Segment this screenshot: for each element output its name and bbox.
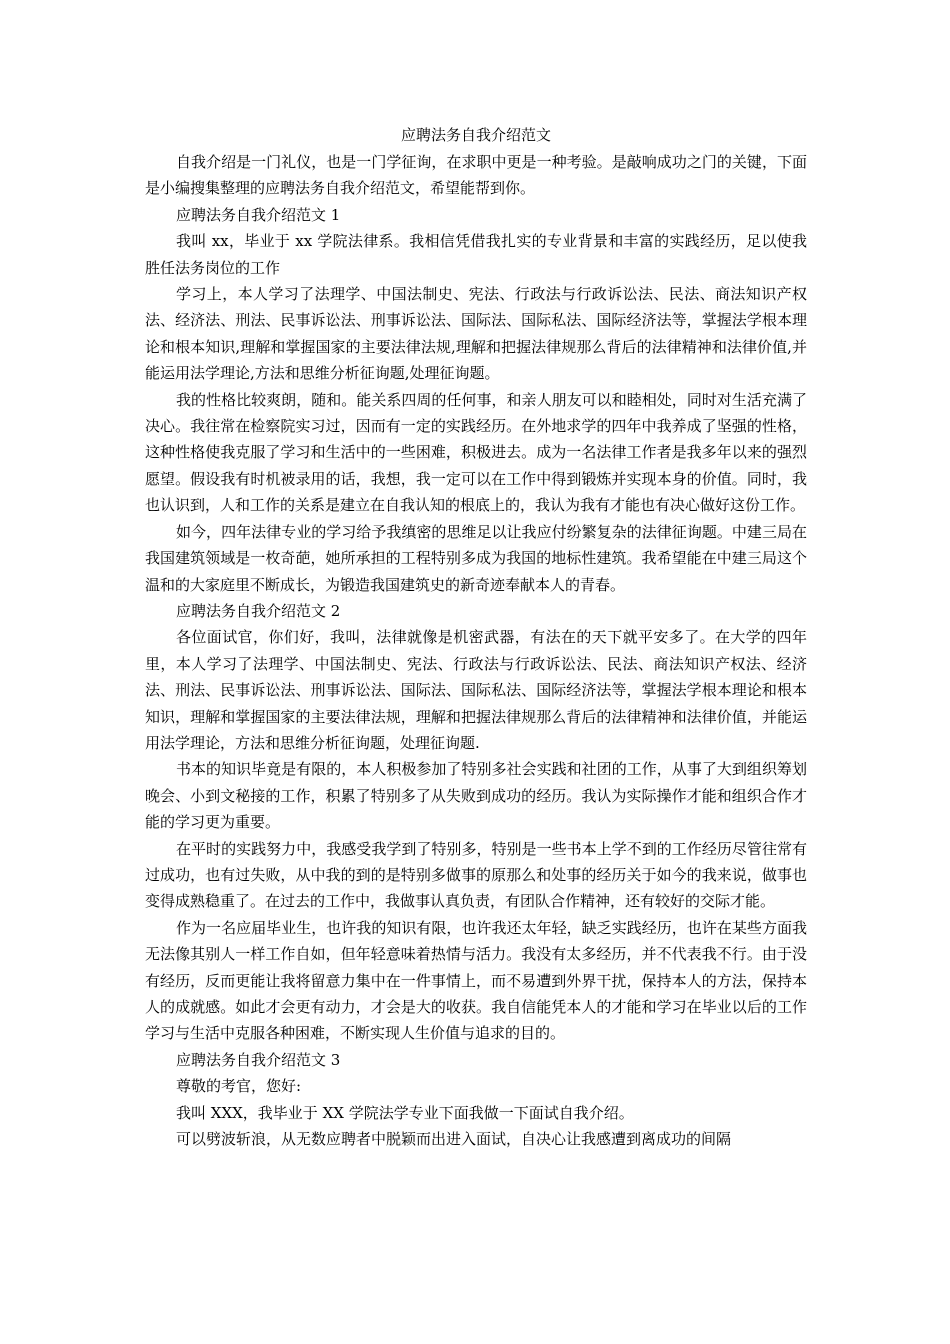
paragraph: 如今，四年法律专业的学习给予我缜密的思维足以让我应付纷繁复杂的法律征询题。中建三局在我国建筑领域是一枚奇葩，她所承担的工程特别多成为我国的地标性建筑。我希望能在中建三局这个温和的大家庭里不断成长，为锻造我国建筑史的新奇迹奉献本人的青春。 [145,522,807,594]
paragraph: 尊敬的考官，您好: [176,1077,302,1096]
paragraph: 我的性格比较爽朗，随和。能关系四周的任何事，和亲人朋友可以和睦相处，同时对生活充满了决心。我往常在检察院实习过，因而有一定的实践经历。在外地求学的四年中我养成了坚强的性格，这种性格使我克服了学习和生活中的一些困难，积极进去。成为一名法律工作者是我多年以来的强烈愿望。假设我有时机被录用的话，我想，我一定可以在工作中得到锻炼并实现本身的价值。同时，我也认识到，人和工作的关系是建立在自我认知的根底上的，我认为我有才能也有决心做好这份工作。 [145,390,807,515]
section-heading-1: 应聘法务自我介绍范文 1 [176,205,341,224]
paragraph: 我叫 XXX，我毕业于 XX 学院法学专业下面我做一下面试自我介绍。 [176,1103,634,1122]
document-title: 应聘法务自我介绍范文 [400,126,551,144]
paragraph: 我叫 xx，毕业于 xx 学院法律系。我相信凭借我扎实的专业背景和丰富的实践经历，足以使我胜任法务岗位的工作 [145,232,807,277]
paragraph: 可以劈波斩浪，从无数应聘者中脱颖而出进入面试，自决心让我感遭到离成功的间隔 [176,1130,732,1149]
paragraph: 作为一名应届毕业生，也许我的知识有限，也许我还太年轻，缺乏实践经历，也许在某些方面我无法像其别人一样工作自如，但年轻意味着热情与活力。我没有太多经历，并不代表我不行。由于没有经历，反而更能让我将留意力集中在一件事情上，而不易遭到外界干扰，保持本人的方法，保持本人的成就感。如此才会更有动力，才会是大的收获。我自信能凭本人的才能和学习在毕业以后的工作学习与生活中克服各种困难，不断实现人生价值与追求的目的。 [145,918,807,1043]
paragraph: 在平时的实践努力中，我感受我学到了特别多，特别是一些书本上学不到的工作经历尽管往常有过成功，也有过失败，从中我的到的是特别多做事的原那么和处事的经历关于如今的我来说，做事也变得成熟稳重了。在过去的工作中，我做事认真负责，有团队合作精神，还有较好的交际才能。 [145,839,807,911]
paragraph: 学习上，本人学习了法理学、中国法制史、宪法、行政法与行政诉讼法、民法、商法知识产权法、经济法、刑法、民事诉讼法、刑事诉讼法、国际法、国际私法、国际经济法等，掌握法学根本理论和根本知识,理解和掌握国家的主要法律法规,理解和把握法律规那么背后的法律精神和法律价值,并能运用法学理论,方法和思维分析征询题,处理征询题。 [145,285,807,383]
paragraph: 书本的知识毕竟是有限的，本人积极参加了特别多社会实践和社团的工作，从事了大到组织筹划晚会、小到文秘接的工作，积累了特别多了从失败到成功的经历。我认为实际操作才能和组织合作才能的学习更为重要。 [145,760,807,832]
document-page [145,122,807,1152]
section-heading-2: 应聘法务自我介绍范文 2 [176,601,341,620]
section-heading-3: 应聘法务自我介绍范文 3 [176,1050,341,1069]
paragraph: 各位面试官，你们好，我叫，法律就像是机密武器，有法在的天下就平安多了。在大学的四年里，本人学习了法理学、中国法制史、宪法、行政法与行政诉讼法、民法、商法知识产权法、经济法、刑法、民事诉讼法、刑事诉讼法、国际法、国际私法、国际经济法等，掌握法学根本理论和根本知识，理解和掌握国家的主要法律法规，理解和把握法律规那么背后的法律精神和法律价值，并能运用法学理论，方法和思维分析征询题，处理征询题. [145,628,807,752]
intro-paragraph: 自我介绍是一门礼仪，也是一门学征询，在求职中更是一种考验。是敲响成功之门的关键，下面是小编搜集整理的应聘法务自我介绍范文，希望能帮到你。 [145,153,807,198]
